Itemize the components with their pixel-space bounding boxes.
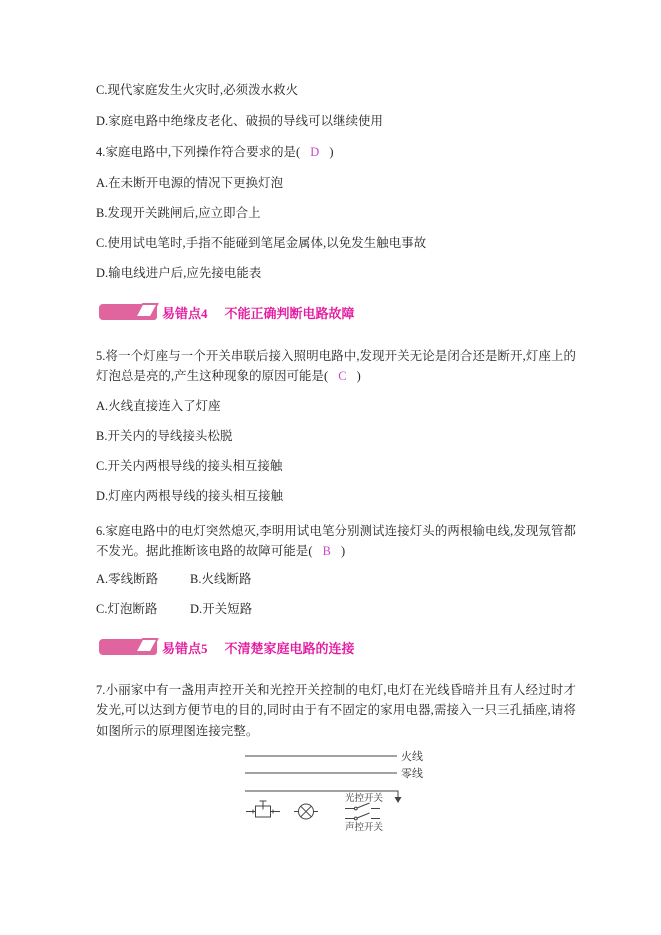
error-point4-banner [99,303,355,321]
question4-option-c: C.使用试电笔时,手指不能碰到笔尾金属体,以免发生触电事故 [96,236,427,250]
question5-option-d: D.灯座内两根导线的接头相互接触 [96,489,284,503]
question6-options-row1 [96,572,252,586]
question4-stem-text: 4.家庭电路中,下列操作符合要求的是( [96,145,301,159]
question5-answer: C [338,369,347,384]
question5-stem [96,346,576,387]
question6-option-b: B.火线断路 [190,572,252,586]
question5-paren-close: ) [356,369,361,384]
question6-option-d: D.开关短路 [190,602,253,616]
question6-answer: B [322,544,331,559]
circuit-diagram [233,747,448,842]
question6-options-row2 [96,602,252,616]
question6-option-c: C.灯泡断路 [96,602,158,616]
ground-arrow-icon [395,797,402,803]
flag-parallelogram-icon [134,638,159,653]
neutral-wire-label: 零线 [401,768,423,780]
question5-option-b: B.开关内的导线接头松脱 [96,429,233,443]
question5-option-a: A.火线直接连入了灯座 [96,399,221,413]
flag-parallelogram-icon [134,303,159,318]
prev-question-option-d: D.家庭电路中绝缘皮老化、破损的导线可以继续使用 [96,114,384,128]
question7-stem: 7.小丽家中有一盏用声控开关和光控开关控制的电灯,电灯在光线昏暗并且有人经过时才发光,可以达到方便节电的目的,同时由于有不固定的家用电器,需接入一只三孔插座,请将如图所示的原理图连接完整。 [96,683,576,738]
question4-answer: D [310,145,320,159]
error-point5-title: 不清楚家庭电路的连接 [224,640,355,656]
error-point4-title: 不能正确判断电路故障 [224,305,355,321]
light-switch-label: 光控开关 [345,794,384,804]
question5-stem-text: 5.将一个灯座与一个开关串联后接入照明电路中,发现开关无论是闭合还是断开,灯座上的灯泡总是亮的,产生这种现象的原因可能是( [96,349,576,384]
question6-option-a: A.零线断路 [96,572,159,586]
error-point-flag-icon [99,639,157,655]
light-controlled-switch-icon [345,803,380,810]
lamp-icon [294,804,318,819]
question4-option-a: A.在未断开电源的情况下更换灯泡 [96,176,284,190]
error-point5-tag: 易错点5 [162,640,208,656]
sound-controlled-switch-icon [345,813,380,820]
question5-option-c: C.开关内两根导线的接头相互接触 [96,459,283,473]
three-hole-socket-icon [246,801,280,817]
question4-paren-close: ) [329,145,334,159]
question4-option-d: D.输电线进户后,应先接电能表 [96,266,262,280]
question4-stem [96,145,334,159]
question4-option-b: B.发现开关跳闸后,应立即合上 [96,206,261,220]
question6-stem-text: 6.家庭电路中的电灯突然熄灭,李明用试电笔分别测试连接灯头的两根输电线,发现氖管都不发光。据此推断该电路的故障可能是( [96,524,576,559]
error-point5-banner [99,638,355,656]
question6-paren-close: ) [340,544,346,559]
error-point-flag-icon [99,304,157,320]
error-point4-tag: 易错点4 [162,305,208,321]
sound-switch-label: 声控开关 [345,823,384,833]
prev-question-option-c: C.现代家庭发生火灾时,必须泼水救火 [96,83,299,97]
live-wire-label: 火线 [401,751,423,763]
question6-stem [96,521,576,562]
